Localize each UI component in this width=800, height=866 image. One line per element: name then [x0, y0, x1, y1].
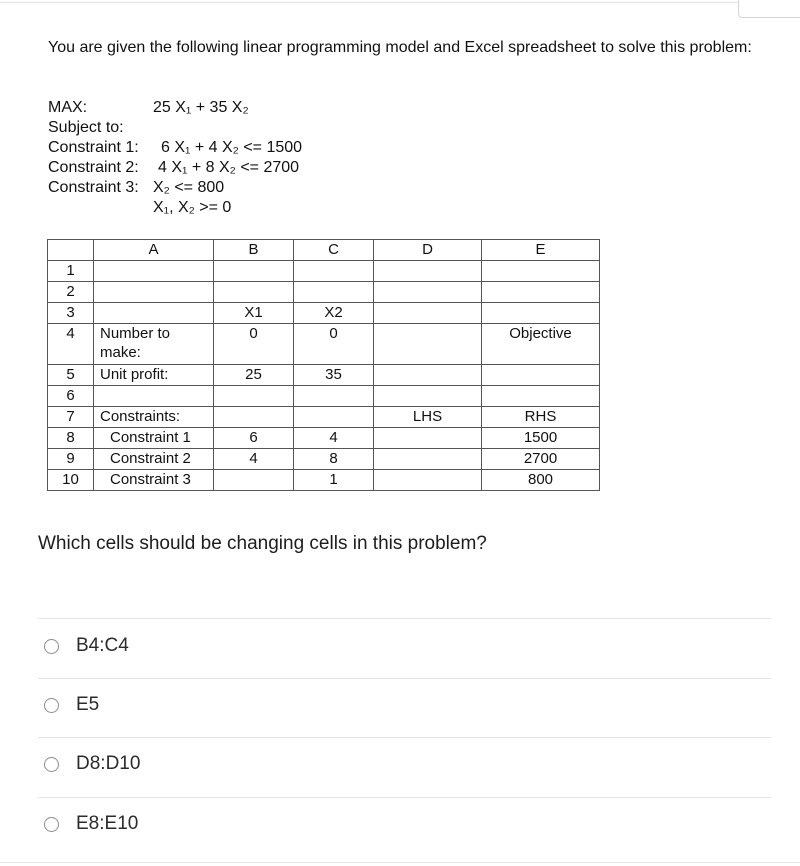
cell-e7: RHS: [482, 407, 600, 428]
question-prompt: Which cells should be changing cells in this problem?: [38, 533, 487, 554]
divider: [38, 737, 771, 738]
column-header-e: E: [482, 240, 600, 261]
divider: [38, 618, 771, 619]
answer-option-e5[interactable]: [44, 693, 99, 717]
radio-icon[interactable]: [44, 757, 59, 772]
cell-b1: [214, 261, 294, 282]
answer-option-e8-e10[interactable]: [44, 812, 138, 836]
sheet-row: [48, 365, 600, 386]
cell-b5: 25: [214, 365, 294, 386]
cell-a4: Number to make:: [94, 324, 214, 365]
sheet-row: [48, 428, 600, 449]
cell-e6: [482, 386, 600, 407]
column-header-c: C: [294, 240, 374, 261]
cell-e10: 800: [482, 470, 600, 491]
cell-a1: [94, 261, 214, 282]
cell-d3: [374, 303, 482, 324]
divider: [38, 678, 771, 679]
card-bottom-border: [0, 862, 800, 863]
cell-b6: [214, 386, 294, 407]
question-points-box: [738, 0, 800, 18]
cell-a7: Constraints:: [94, 407, 214, 428]
constraint-1-expr: 6 X₁ + 4 X₂ <= 1500: [161, 139, 303, 156]
cell-e4: Objective: [482, 324, 600, 365]
column-header-d: D: [374, 240, 482, 261]
cell-d4: [374, 324, 482, 365]
card-top-border: [0, 2, 738, 3]
cell-a8: Constraint 1: [94, 428, 214, 449]
cell-e2: [482, 282, 600, 303]
sheet-row: [48, 386, 600, 407]
cell-a9: Constraint 2: [94, 449, 214, 470]
corner-cell: [48, 240, 94, 261]
cell-c8: 4: [294, 428, 374, 449]
sheet-row: [48, 324, 600, 365]
sheet-row: [48, 282, 600, 303]
max-label: MAX:: [48, 99, 88, 116]
row-number: 10: [48, 470, 94, 491]
row-number: 2: [48, 282, 94, 303]
cell-a6: [94, 386, 214, 407]
cell-c10: 1: [294, 470, 374, 491]
constraint-1-label: Constraint 1:: [48, 139, 139, 156]
answer-option-label: E5: [76, 694, 100, 715]
cell-e1: [482, 261, 600, 282]
cell-a2: [94, 282, 214, 303]
constraint-3-expr: X₂ <= 800: [153, 179, 225, 196]
excel-spreadsheet: [47, 239, 600, 491]
cell-b9: 4: [214, 449, 294, 470]
row-number: 7: [48, 407, 94, 428]
sheet-row: [48, 303, 600, 324]
radio-icon[interactable]: [44, 698, 59, 713]
cell-c3: X2: [294, 303, 374, 324]
cell-c5: 35: [294, 365, 374, 386]
cell-d6: [374, 386, 482, 407]
sheet-row: [48, 449, 600, 470]
cell-d1: [374, 261, 482, 282]
row-number: 1: [48, 261, 94, 282]
constraint-2-expr: 4 X₁ + 8 X₂ <= 2700: [158, 159, 300, 176]
cell-d8: [374, 428, 482, 449]
cell-a3: [94, 303, 214, 324]
sheet-row: [48, 407, 600, 428]
nonnegativity: X₁, X₂ >= 0: [153, 199, 232, 216]
cell-b2: [214, 282, 294, 303]
cell-c4: 0: [294, 324, 374, 365]
cell-e9: 2700: [482, 449, 600, 470]
cell-e8: 1500: [482, 428, 600, 449]
answer-option-label: E8:E10: [76, 813, 139, 834]
constraint-2-label: Constraint 2:: [48, 159, 139, 176]
cell-a5: Unit profit:: [94, 365, 214, 386]
radio-icon[interactable]: [44, 817, 59, 832]
answer-option-label: B4:C4: [76, 635, 129, 656]
radio-icon[interactable]: [44, 639, 59, 654]
answer-option-b4-c4[interactable]: [44, 634, 129, 658]
cell-b4: 0: [214, 324, 294, 365]
row-number: 8: [48, 428, 94, 449]
cell-d7: LHS: [374, 407, 482, 428]
sheet-row: [48, 470, 600, 491]
column-header-a: A: [94, 240, 214, 261]
row-number: 3: [48, 303, 94, 324]
sheet-row: [48, 261, 600, 282]
cell-d10: [374, 470, 482, 491]
cell-d5: [374, 365, 482, 386]
objective-function: 25 X₁ + 35 X₂: [153, 99, 249, 116]
cell-e5: [482, 365, 600, 386]
cell-b3: X1: [214, 303, 294, 324]
row-number: 9: [48, 449, 94, 470]
cell-c6: [294, 386, 374, 407]
subject-to-label: Subject to:: [48, 119, 124, 136]
answer-option-label: D8:D10: [76, 753, 141, 774]
column-header-b: B: [214, 240, 294, 261]
cell-e3: [482, 303, 600, 324]
cell-a10: Constraint 3: [94, 470, 214, 491]
cell-c9: 8: [294, 449, 374, 470]
cell-b8: 6: [214, 428, 294, 449]
cell-c7: [294, 407, 374, 428]
row-number: 6: [48, 386, 94, 407]
row-number: 5: [48, 365, 94, 386]
question-intro: You are given the following linear programming model and Excel spreadsheet to solve this problem:: [48, 39, 752, 56]
cell-d9: [374, 449, 482, 470]
cell-c1: [294, 261, 374, 282]
divider: [38, 797, 771, 798]
cell-b10: [214, 470, 294, 491]
answer-option-d8-d10[interactable]: [44, 752, 140, 776]
row-number: 4: [48, 324, 94, 365]
cell-c2: [294, 282, 374, 303]
column-header-row: [48, 240, 600, 261]
constraint-3-label: Constraint 3:: [48, 179, 139, 196]
cell-b7: [214, 407, 294, 428]
cell-d2: [374, 282, 482, 303]
